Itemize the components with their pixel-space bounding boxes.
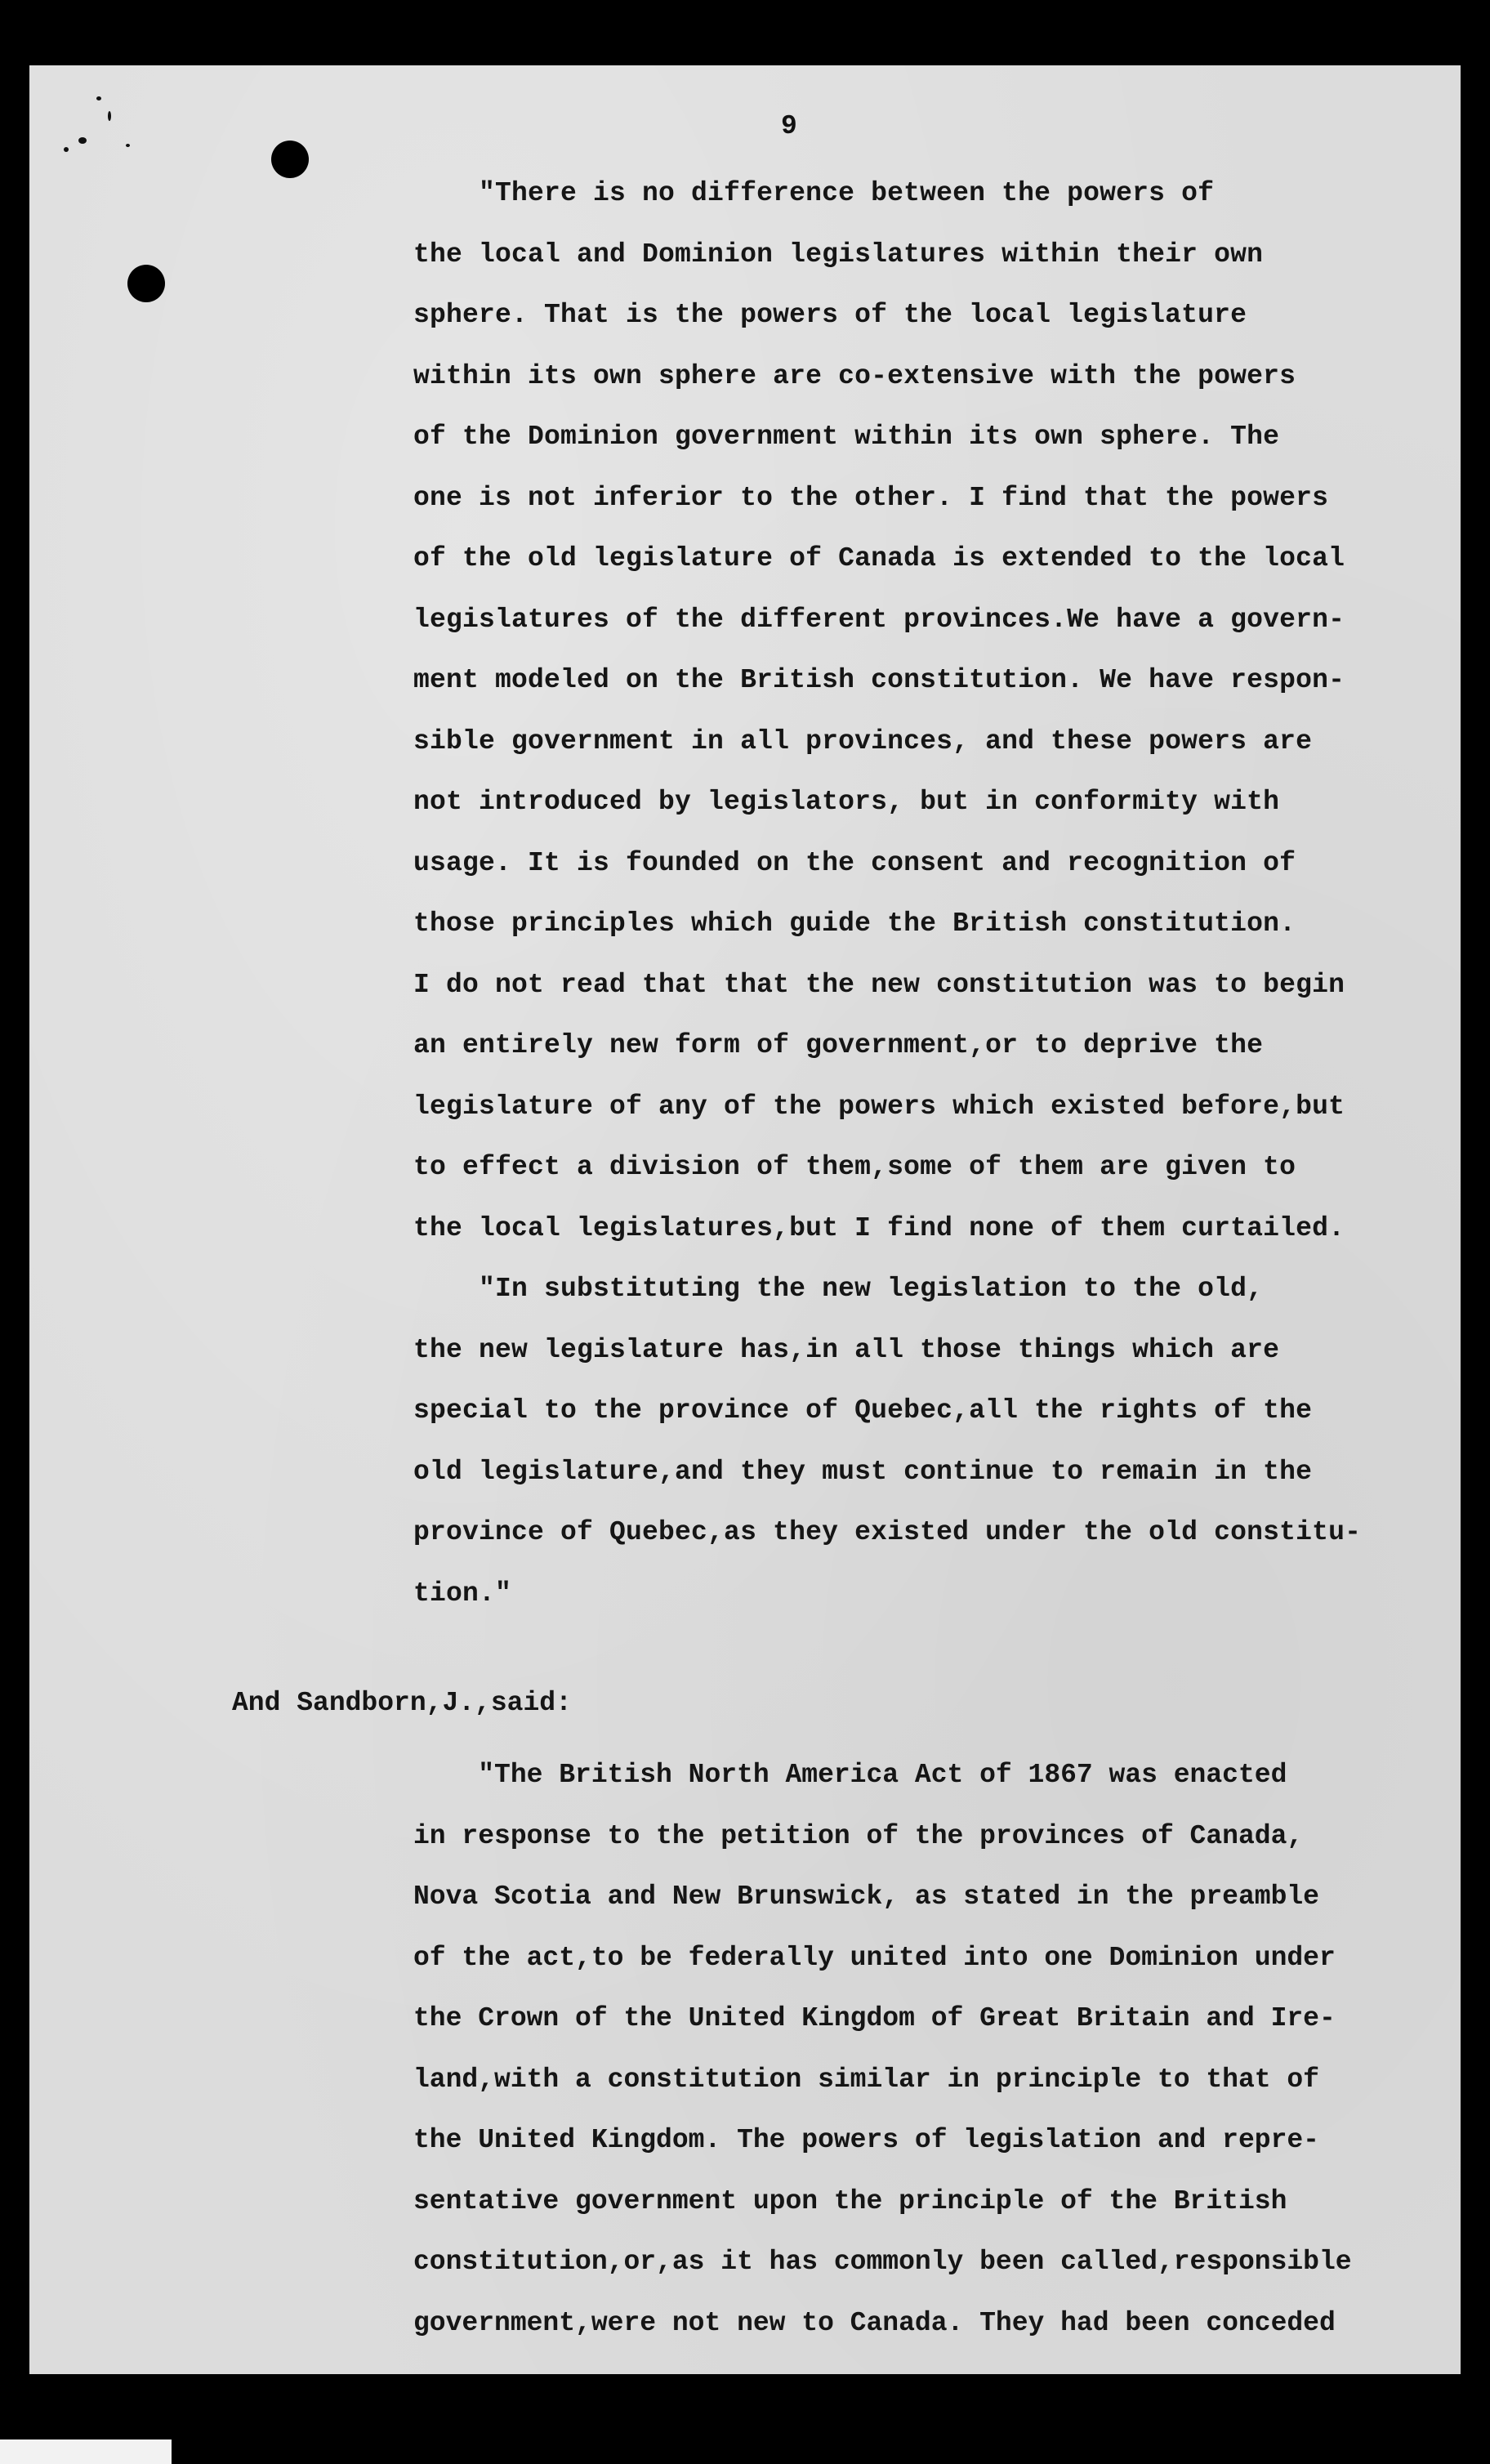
- text-line: province of Quebec,as they existed under the old constitu-: [413, 1517, 1362, 1547]
- text-line: tion.": [413, 1578, 512, 1609]
- text-line: one is not inferior to the other. I find that the powers: [413, 482, 1329, 513]
- text-line: the new legislature has,in all those things which are: [413, 1334, 1280, 1365]
- text-line: sentative government upon the principle of the British: [413, 2185, 1287, 2216]
- text-line: the local and Dominion legislatures within their own: [413, 239, 1264, 270]
- page-number: 9: [781, 111, 797, 141]
- text-line: Nova Scotia and New Brunswick, as stated in the preamble: [413, 1881, 1319, 1912]
- film-edge: [0, 2439, 172, 2464]
- text-line: "There is no difference between the powers of: [413, 178, 1215, 208]
- text-line: sphere. That is the powers of the local legislature: [413, 300, 1247, 330]
- ink-specks: [54, 90, 127, 172]
- text-line: special to the province of Quebec,all the rights of the: [413, 1395, 1313, 1426]
- attribution-line: And Sandborn,J.,said:: [232, 1688, 572, 1718]
- text-line: legislature of any of the powers which existed before,but: [413, 1091, 1345, 1122]
- text-line: in response to the petition of the provinces of Canada,: [413, 1820, 1304, 1851]
- text-line: of the Dominion government within its own sphere. The: [413, 422, 1280, 452]
- text-line: old legislature,and they must continue to remain in the: [413, 1456, 1313, 1487]
- text-line: I do not read that that the new constitution was to begin: [413, 969, 1345, 1000]
- document-page: [29, 65, 1461, 2374]
- text-line: of the act,to be federally united into one Dominion under: [413, 1942, 1336, 1973]
- text-line: "The British North America Act of 1867 was enacted: [413, 1760, 1287, 1790]
- text-line: government,were not new to Canada. They had been conceded: [413, 2307, 1336, 2338]
- text-line: an entirely new form of government,or to deprive the: [413, 1030, 1264, 1060]
- text-line: within its own sphere are co-extensive with the powers: [413, 360, 1296, 391]
- text-line: usage. It is founded on the consent and recognition of: [413, 847, 1296, 878]
- quoted-passage: [413, 163, 1467, 1624]
- text-line: legislatures of the different provinces.We have a govern-: [413, 604, 1345, 635]
- text-line: the United Kingdom. The powers of legislation and repre-: [413, 2125, 1319, 2155]
- text-line: land,with a constitution similar in principle to that of: [413, 2064, 1319, 2095]
- text-line: the local legislatures,but I find none of them curtailed.: [413, 1212, 1345, 1243]
- text-line: those principles which guide the British constitution.: [413, 908, 1296, 939]
- text-line: the Crown of the United Kingdom of Great Britain and Ire-: [413, 2003, 1336, 2033]
- punch-hole: [127, 265, 165, 302]
- text-line: ment modeled on the British constitution. We have respon-: [413, 665, 1345, 695]
- text-line: not introduced by legislators, but in conformity with: [413, 787, 1280, 817]
- quoted-passage-continued: [413, 1745, 1475, 2354]
- text-line: "In substituting the new legislation to the old,: [413, 1274, 1264, 1304]
- text-line: to effect a division of them,some of them are given to: [413, 1152, 1296, 1182]
- punch-hole: [271, 141, 309, 178]
- text-line: of the old legislature of Canada is extended to the local: [413, 543, 1345, 574]
- text-line: constitution,or,as it has commonly been called,responsible: [413, 2247, 1352, 2277]
- text-line: sible government in all provinces, and these powers are: [413, 725, 1313, 757]
